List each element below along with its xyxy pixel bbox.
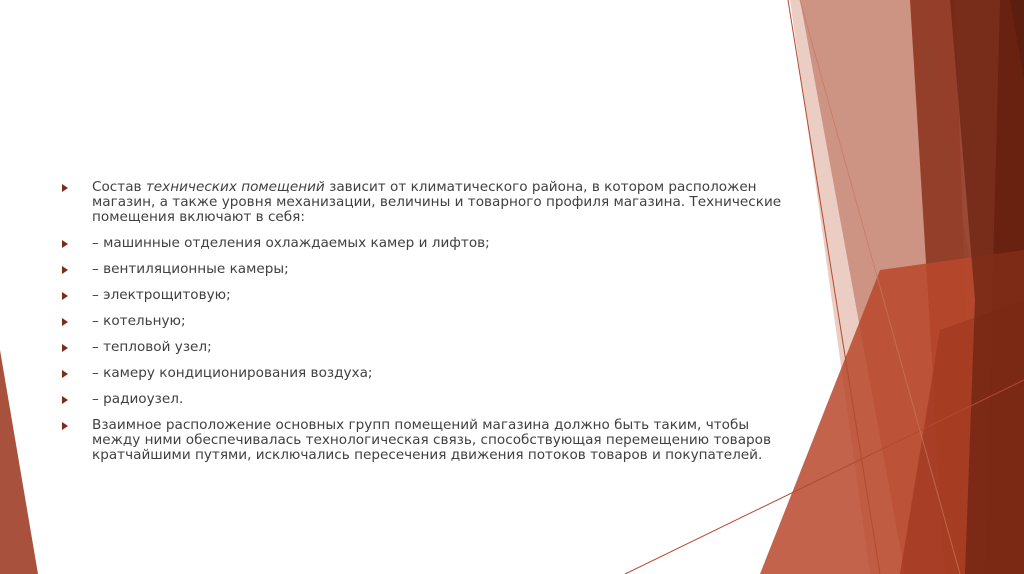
- bullet-arrow-icon: [62, 318, 68, 326]
- bullet-arrow-icon: [62, 184, 68, 192]
- left-edge-strip: [0, 350, 38, 574]
- bullet-arrow-icon: [62, 370, 68, 378]
- list-item: [62, 262, 782, 277]
- list-item-text: – камеру кондиционирования воздуха;: [92, 365, 373, 381]
- paragraph-emphasis: технических помещений: [145, 179, 325, 195]
- bullet-arrow-icon: [62, 292, 68, 300]
- paragraph-text: зависит от климатического района, в котором расположен магазин, а также уровня механизации, величины и товарного профиля магазина. Технические помещения включают в себя:: [92, 179, 782, 225]
- list-item: [62, 392, 782, 407]
- bullet-arrow-icon: [62, 344, 68, 352]
- paragraph-prefix: Состав: [92, 179, 146, 195]
- bullet-arrow-icon: [62, 266, 68, 274]
- list-item: [62, 314, 782, 329]
- slide-body: [62, 180, 782, 474]
- list-item: [62, 366, 782, 381]
- list-item: [62, 288, 782, 303]
- paragraph-intro: [62, 180, 782, 225]
- list-item-text: – радиоузел.: [92, 391, 184, 407]
- list-item-text: – вентиляционные камеры;: [92, 261, 289, 277]
- paragraph-conclusion: [62, 418, 782, 463]
- bullet-arrow-icon: [62, 422, 68, 430]
- bullet-arrow-icon: [62, 396, 68, 404]
- list-item: [62, 340, 782, 355]
- paragraph-text: Взаимное расположение основных групп помещений магазина должно быть таким, чтобы между ними обеспечивалась технологическая связь, способствующая перемещению товаров кратчайшими путями, исключались пересечения движения потоков товаров и покупателей.: [92, 417, 771, 463]
- list-item-text: – машинные отделения охлаждаемых камер и лифтов;: [92, 235, 490, 251]
- list-item-text: – котельную;: [92, 313, 186, 329]
- list-item-text: – электрощитовую;: [92, 287, 231, 303]
- list-item-text: – тепловой узел;: [92, 339, 212, 355]
- list-item: [62, 236, 782, 251]
- bullet-arrow-icon: [62, 240, 68, 248]
